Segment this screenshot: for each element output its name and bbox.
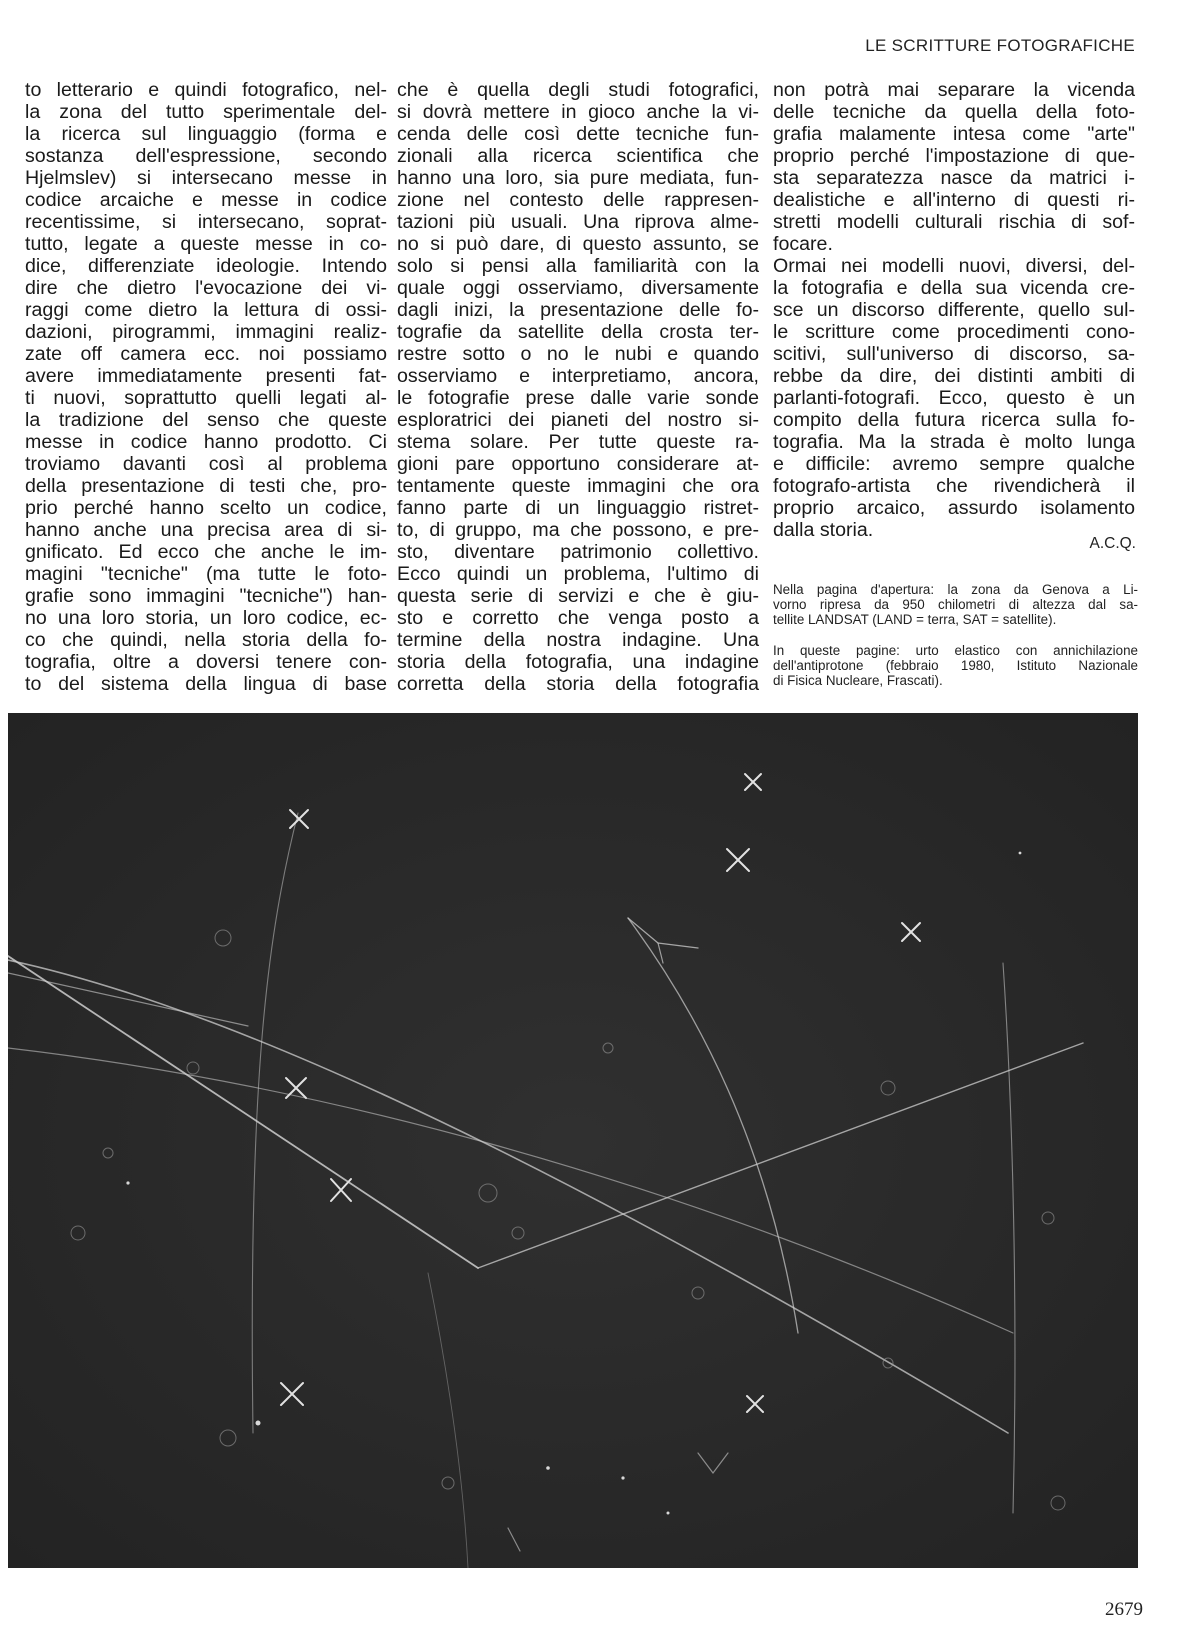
text-line: le scritture come procedimenti cono-: [773, 321, 1135, 343]
text-line: questa serie di servizi e che è giu-: [397, 585, 759, 607]
text-line: stretti modelli culturali rischia di sof-: [773, 211, 1135, 233]
text-line: to del sistema della lingua di base: [25, 673, 387, 695]
text-line: Ormai nei modelli nuovi, diversi, del-: [773, 255, 1135, 277]
text-line: tografia, oltre a doversi tenere con-: [25, 651, 387, 673]
text-line: zionali alla ricerca scientifica che: [397, 145, 759, 167]
text-line: avere immediatamente presenti fat-: [25, 365, 387, 387]
text-line: Hjelmslev) si intersecano messe in: [25, 167, 387, 189]
text-line: gnificato. Ed ecco che anche le im-: [25, 541, 387, 563]
text-line: la fotografia e della sua vicenda cre-: [773, 277, 1135, 299]
text-line: sto e corretto che venga posto a: [397, 607, 759, 629]
text-line: proprio arcaico, assurdo isolamento: [773, 497, 1135, 519]
text-line: gioni pare opportuno considerare at-: [397, 453, 759, 475]
text-line: delle tecniche da quella della foto-: [773, 101, 1135, 123]
text-line: rebbe da dire, dei distinti ambiti di: [773, 365, 1135, 387]
caption-line: Nella pagina d'apertura: la zona da Genova a Li-: [773, 582, 1138, 597]
text-line: zate off camera ecc. noi possiamo: [25, 343, 387, 365]
text-line: la ricerca sul linguaggio (forma e: [25, 123, 387, 145]
text-line: la zona del tutto sperimentale del-: [25, 101, 387, 123]
text-line: messe in codice hanno prodotto. Ci: [25, 431, 387, 453]
caption-line: vorno ripresa da 950 chilometri di altezza dal sa-: [773, 597, 1138, 612]
text-line: dealistiche e all'interno di questi ri-: [773, 189, 1135, 211]
text-line: quale oggi osserviamo, diversamente: [397, 277, 759, 299]
caption-line: di Fisica Nucleare, Frascati).: [773, 673, 943, 688]
text-line: troviamo davanti così al problema: [25, 453, 387, 475]
text-line: proprio perché l'impostazione di que-: [773, 145, 1135, 167]
text-line: corretta della storia della fotografia: [397, 673, 759, 695]
text-line: scitivi, sull'universo di discorso, sa-: [773, 343, 1135, 365]
text-line: si dovrà mettere in gioco anche la vi-: [397, 101, 759, 123]
text-line: compito della futura ricerca sulla fo-: [773, 409, 1135, 431]
text-line: hanno anche una precisa area di si-: [25, 519, 387, 541]
text-line: codice arcaiche e messe in codice: [25, 189, 387, 211]
text-line: e difficile: avremo sempre qualche: [773, 453, 1135, 475]
text-line: prio perché hanno scelto un codice,: [25, 497, 387, 519]
text-line: le fotografie prese dalle varie sonde: [397, 387, 759, 409]
text-column-1: [25, 79, 387, 695]
page-number: 2679: [1105, 1599, 1143, 1620]
text-line: focare.: [773, 233, 833, 255]
caption-line: dell'antiprotone (febbraio 1980, Istituto Nazionale: [773, 658, 1138, 673]
text-line: co che quindi, nella storia della fo-: [25, 629, 387, 651]
running-title: LE SCRITTURE FOTOGRAFICHE: [865, 36, 1135, 55]
text-line: solo si pensi alla familiarità con la: [397, 255, 759, 277]
text-line: tografie da satellite della crosta ter-: [397, 321, 759, 343]
text-line: della presentazione di testi che, pro-: [25, 475, 387, 497]
text-line: dalla storia.: [773, 519, 874, 541]
text-line: sostanza dell'espressione, secondo: [25, 145, 387, 167]
text-line: cenda delle così dette tecniche fun-: [397, 123, 759, 145]
text-line: ti nuovi, soprattutto quelli legati al-: [25, 387, 387, 409]
text-line: raggi come dietro la lettura di ossi-: [25, 299, 387, 321]
text-line: tazioni più usuali. Una riprova alme-: [397, 211, 759, 233]
text-line: sce un discorso differente, quello sul-: [773, 299, 1135, 321]
text-line: dagli inizi, la presentazione delle fo-: [397, 299, 759, 321]
text-line: sta separatezza nasce da matrici i-: [773, 167, 1135, 189]
text-line: hanno una loro, sia pure mediata, fun-: [397, 167, 759, 189]
text-line: zione nel contesto delle rappresen-: [397, 189, 759, 211]
caption-these-pages: [773, 643, 1138, 688]
text-line: storia della fotografia, una indagine: [397, 651, 759, 673]
text-line: grafia malamente intesa come "arte": [773, 123, 1135, 145]
text-line: stema solare. Per tutte queste ra-: [397, 431, 759, 453]
text-line: restre sotto o no le nubi e quando: [397, 343, 759, 365]
bubble-chamber-photo: [8, 713, 1138, 1568]
text-line: dire che dietro l'evocazione dei vi-: [25, 277, 387, 299]
caption-line: tellite LANDSAT (LAND = terra, SAT = satellite).: [773, 612, 1057, 627]
text-line: che è quella degli studi fotografici,: [397, 79, 759, 101]
text-line: grafie sono immagini "tecniche") han-: [25, 585, 387, 607]
text-line: to, di gruppo, ma che possono, e pre-: [397, 519, 759, 541]
caption-line: In queste pagine: urto elastico con annichilazione: [773, 643, 1138, 658]
text-line: tentamente queste immagini che ora: [397, 475, 759, 497]
author-signature: A.C.Q.: [1089, 535, 1136, 552]
text-line: no si può dare, di questo assunto, se: [397, 233, 759, 255]
text-line: magini "tecniche" (ma tutte le foto-: [25, 563, 387, 585]
text-line: tutto, legate a queste messe in co-: [25, 233, 387, 255]
caption-opening-page: [773, 582, 1138, 627]
text-line: dice, differenziate ideologie. Intendo: [25, 255, 387, 277]
text-line: no una loro storia, un loro codice, ec-: [25, 607, 387, 629]
text-line: to letterario e quindi fotografico, nel-: [25, 79, 387, 101]
text-line: non potrà mai separare la vicenda: [773, 79, 1135, 101]
text-line: la tradizione del senso che queste: [25, 409, 387, 431]
text-line: fotografo-artista che rivendicherà il: [773, 475, 1135, 497]
text-line: fanno parte di un linguaggio ristret-: [397, 497, 759, 519]
text-line: osserviamo e interpretiamo, ancora,: [397, 365, 759, 387]
text-line: Ecco quindi un problema, l'ultimo di: [397, 563, 759, 585]
text-line: recentissime, si intersecano, soprat-: [25, 211, 387, 233]
text-line: dazioni, pirogrammi, immagini realiz-: [25, 321, 387, 343]
text-line: sto, diventare patrimonio collettivo.: [397, 541, 759, 563]
text-line: tografia. Ma la strada è molto lunga: [773, 431, 1135, 453]
text-column-2: [397, 79, 759, 695]
particle-tracks-image: [8, 713, 1138, 1568]
text-line: termine della nostra indagine. Una: [397, 629, 759, 651]
text-line: parlanti-fotografi. Ecco, questo è un: [773, 387, 1135, 409]
text-line: esploratrici dei pianeti del nostro si-: [397, 409, 759, 431]
text-column-3: [773, 79, 1135, 541]
